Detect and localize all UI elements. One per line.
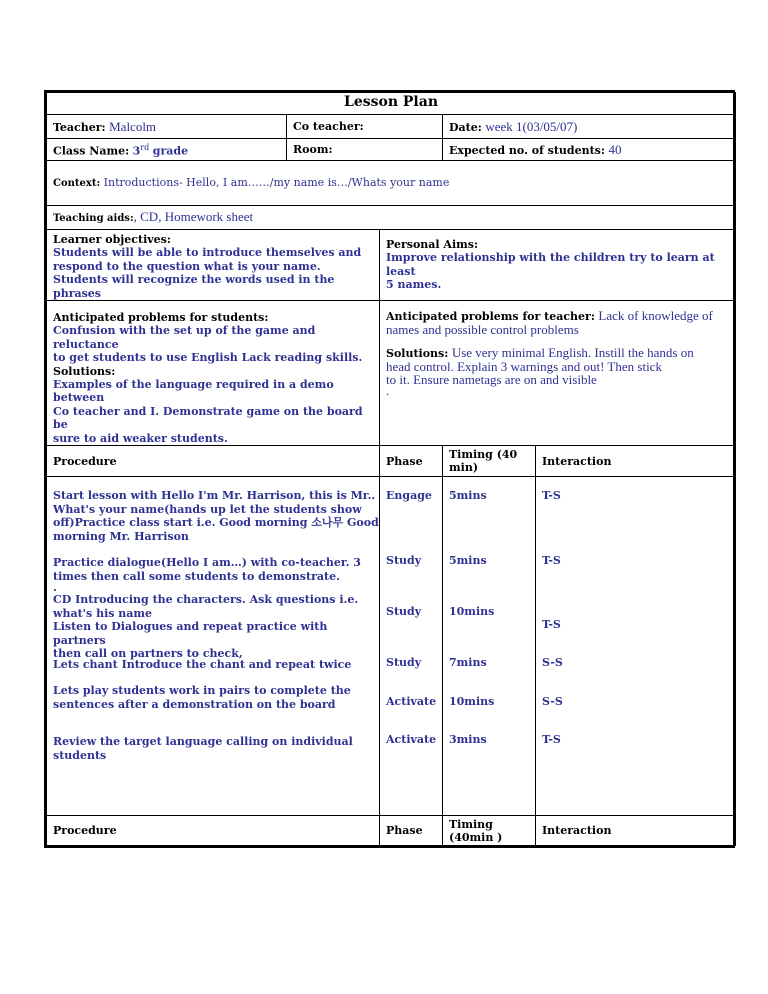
expected-cell — [443, 139, 736, 161]
procedure-step — [53, 658, 351, 672]
step-line: what's his name — [53, 606, 153, 620]
teacher-problems-cell — [380, 301, 736, 446]
interaction-value: T-S — [542, 618, 561, 631]
coteacher-label: Co teacher: — [287, 115, 443, 139]
procedure-step — [53, 593, 379, 661]
teacher-value: Malcolm — [109, 118, 157, 134]
phase-value: Activate — [386, 733, 437, 746]
teacher-problem-first: Lack of knowledge of — [598, 308, 713, 323]
timing-cell — [443, 477, 536, 816]
learner-objectives-cell — [47, 230, 380, 301]
step-line: What's your name(hands up let the students show — [53, 502, 362, 516]
aids-label: Teaching aids: — [53, 213, 134, 224]
procedure-step — [53, 556, 361, 593]
class-grade-num: 3 — [132, 144, 141, 158]
procedure-header: Procedure — [47, 446, 380, 477]
phase-value: Study — [386, 656, 422, 669]
footer-timing-header: Timing (40min ) — [443, 816, 536, 846]
timing-value: 7mins — [449, 656, 487, 669]
step-line: Practice dialogue(Hello I am…) with co-teacher. 3 — [53, 556, 361, 569]
context-label: Context: — [53, 178, 101, 189]
student-problems-cell — [47, 301, 380, 446]
step-line: then call on partners to check, — [53, 647, 243, 660]
phase-value: Activate — [386, 695, 437, 708]
context-value: Introductions- Hello, I am……/my name is…/Whats your name — [103, 176, 450, 189]
timing-header: Timing (40 min) — [443, 446, 536, 477]
teacher-problem-second: names and possible control problems — [386, 322, 579, 337]
page-title: Lesson Plan — [47, 93, 736, 115]
step-line: CD Introducing the characters. Ask questions i.e. — [53, 593, 359, 606]
teacher-cell — [47, 115, 287, 139]
teacher-label: Teacher: — [53, 120, 106, 134]
phase-header: Phase — [380, 446, 443, 477]
teacher-solution-line: Use very minimal English. Instill the hands on — [451, 345, 694, 360]
footer-interaction-header: Interaction — [536, 816, 736, 846]
class-grade-word: grade — [152, 144, 189, 158]
learner-line: Students will recognize the words used in the phrases — [53, 273, 335, 300]
teacher-solution-line: head control. Explain 3 warnings and out! Then stick — [386, 359, 662, 374]
step-line: times then call some students to demonstrate. — [53, 569, 340, 583]
student-solution-line: sure to aid weaker students. — [53, 431, 228, 445]
lesson-plan-table — [44, 90, 735, 848]
footer-phase-header: Phase — [380, 816, 443, 846]
step-line: Review the target language calling on individual — [53, 735, 353, 748]
class-grade-sup: rd — [140, 143, 150, 153]
teacher-solutions-label: Solutions: — [386, 347, 449, 360]
date-value: week 1(03/05/07) — [485, 118, 578, 134]
footer-procedure-header: Procedure — [47, 816, 380, 846]
student-problem-line: Confusion with the set up of the game and reluctance — [53, 324, 316, 351]
step-line: sentences after a demonstration on the board — [53, 697, 336, 711]
phase-value: Study — [386, 605, 422, 618]
interaction-value: T-S — [542, 733, 561, 746]
timing-value: 10mins — [449, 695, 495, 708]
aids-value: , CD, Homework sheet — [133, 209, 254, 224]
phase-cell — [380, 477, 443, 816]
phase-value: Engage — [386, 489, 432, 502]
context-cell — [47, 161, 736, 206]
room-label: Room: — [287, 139, 443, 161]
procedure-step — [53, 684, 351, 711]
step-line: Lets chant Introduce the chant and repeat twice — [53, 658, 352, 671]
procedure-step — [53, 489, 379, 543]
interaction-value: S-S — [542, 695, 563, 708]
interaction-value: S-S — [542, 656, 563, 669]
interaction-value: T-S — [542, 489, 561, 502]
timing-value: 10mins — [449, 605, 495, 618]
step-line: morning Mr. Harrison — [53, 529, 189, 543]
procedure-step — [53, 735, 353, 762]
teacher-solution-line: . — [386, 383, 390, 398]
timing-value: 5mins — [449, 554, 487, 567]
step-line: students — [53, 748, 107, 762]
student-solution-line: Examples of the language required in a demo between — [53, 377, 334, 404]
procedure-steps-cell — [47, 477, 380, 816]
class-label: Class Name: — [53, 144, 130, 158]
student-problems-label: Anticipated problems for students: — [53, 311, 269, 324]
date-label: Date: — [449, 120, 482, 134]
aids-cell — [47, 206, 736, 230]
learner-line: Students will be able to introduce themselves and — [53, 246, 362, 259]
expected-label: Expected no. of students: — [449, 143, 605, 157]
learner-line: respond to the question what is your name. — [53, 259, 321, 273]
expected-value: 40 — [608, 141, 622, 157]
date-cell — [443, 115, 736, 139]
step-line: . — [53, 581, 57, 594]
step-line: off)Practice class start i.e. Good morning 소나무 Good — [53, 516, 379, 529]
teacher-solution-line: to it. Ensure nametags are on and visible — [386, 372, 597, 387]
interaction-header: Interaction — [536, 446, 736, 477]
phase-value: Study — [386, 554, 422, 567]
learner-label: Learner objectives: — [53, 233, 171, 246]
personal-label: Personal Aims: — [386, 238, 479, 251]
personal-line: 5 names. — [386, 278, 442, 291]
interaction-value: T-S — [542, 554, 561, 567]
teacher-problems-label: Anticipated problems for teacher: — [386, 310, 595, 323]
student-problem-line: to get students to use English Lack reading skills. — [53, 351, 363, 364]
student-solution-line: Co teacher and I. Demonstrate game on the board be — [53, 404, 363, 431]
timing-value: 3mins — [449, 733, 487, 746]
personal-line: Improve relationship with the children try to learn at least — [386, 251, 715, 278]
step-line: Lets play students work in pairs to complete the — [53, 684, 351, 697]
interaction-cell — [536, 477, 736, 816]
class-cell — [47, 139, 287, 161]
student-solutions-label: Solutions: — [53, 364, 116, 378]
step-line: Listen to Dialogues and repeat practice with partners — [53, 620, 328, 647]
timing-value: 5mins — [449, 489, 487, 502]
step-line: Start lesson with Hello I'm Mr. Harrison, this is Mr.. — [53, 489, 376, 502]
personal-aims-cell — [380, 230, 736, 301]
